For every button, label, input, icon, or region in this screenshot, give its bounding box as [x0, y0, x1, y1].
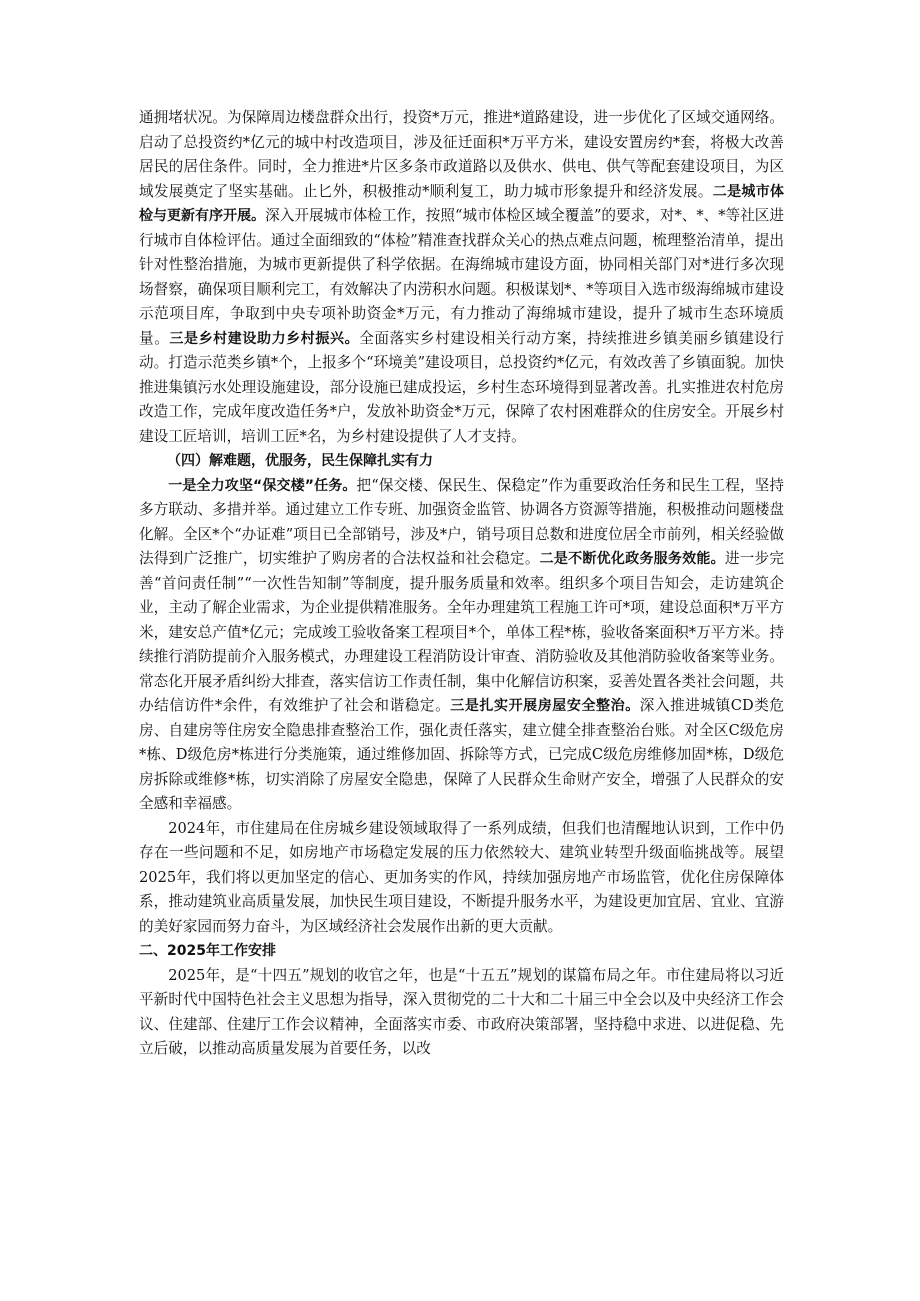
body-paragraph: [139, 106, 784, 449]
paragraph-text: 2024年，市住建局在住房城乡建设领域取得了一系列成绩，但我们也清醒地认识到，工作中仍存在一些问题和不足，如房地产市场稳定发展的压力依然较大、建筑业转型升级面临挑战等。展望2025年，我们将以更加坚定的信心、更加务实的作风，持续加强房地产市场监管，优化住房保障体系，推动建筑业高质量发展，加快民生项目建设，不断提升服务水平，为建设更加宜居、宜业、宜游的美好家园而努力奋斗，为区域经济社会发展作出新的更大贡献。: [139, 819, 784, 935]
bold-lead-text: （四）解难题，优服务，民生保障扎实有力: [167, 453, 433, 469]
bold-lead-text: 二、2025年工作安排: [139, 943, 276, 959]
body-paragraph: [139, 474, 784, 817]
bold-lead-text: 二是不断优化政务服务效能。: [539, 551, 725, 567]
paragraph-text: 进一步完善“首问责任制”“一次性告知制”等制度，提升服务质量和效率。组织多个项目告知会，走访建筑企业，主动了解企业需求，为企业提供精准服务。全年办理建筑工程施工许可*项，建设总面积*万平方米，建安总产值*亿元；完成竣工验收备案工程项目*个，单体工程*栋，验收备案面积*万平方米。持续推行消防提前介入服务模式，办理建设工程消防设计审查、消防验收及其他消防验收备案等业务。常态化开展矛盾纠纷大排查，落实信访工作责任制，集中化解信访积案，妥善处置各类社会问题，共办结信访件*余件，有效维护了社会和谐稳定。: [139, 550, 784, 714]
section-heading: [139, 449, 784, 474]
bold-lead-text: 三是乡村建设助力乡村振兴。: [169, 330, 360, 347]
body-paragraph: [139, 817, 784, 940]
body-paragraph: [139, 964, 784, 1062]
paragraph-text: 深入推进城镇CD类危房、自建房等住房安全隐患排查整治工作，强化责任落实，建立健全排查整治台账。对全区C级危房*栋、D级危房*栋进行分类施策，通过维修加固、拆除等方式，已完成C级危房维修加固*栋，D级危房拆除或维修*栋，切实消除了房屋安全隐患，保障了人民群众生命财产安全，增强了人民群众的安全感和幸福感。: [139, 697, 785, 812]
paragraph-text: 全面落实乡村建设相关行动方案，持续推进乡镇美丽乡镇建设行动。打造示范类乡镇*个，上报多个“环境美”建设项目，总投资约*亿元，有效改善了乡镇面貌。加快推进集镇污水处理设施建设，部分设施已建成投运，乡村生态环境得到显著改善。扎实推进农村危房改造工作，完成年度改造任务*户，发放补助资金*万元，保障了农村困难群众的住房安全。开展乡村建设工匠培训，培训工匠*名，为乡村建设提供了人才支持。: [139, 329, 784, 445]
document-body: [139, 106, 784, 1062]
paragraph-text: 深入开展城市体检工作，按照“城市体检区域全覆盖”的要求，对*、*、*等社区进行城市自体检评估。通过全面细致的“体检”精准查找群众关心的热点难点问题，梳理整治清单，提出针对性整治措施，为城市更新提供了科学依据。在海绵城市建设方面，协同相关部门对*进行多次现场督察，确保项目顺利完工，有效解决了内涝积水问题。积极谋划*、*等项目入选市级海绵城市建设示范项目库，争取到中央专项补助资金*万元，有力推动了海绵城市建设，提升了城市生态环境质量。: [139, 207, 784, 347]
section-heading: [139, 939, 784, 964]
bold-lead-text: 一是全力攻坚“保交楼”任务。: [168, 477, 357, 494]
paragraph-text: 把“保交楼、保民生、保稳定”作为重要政治任务和民生工程，坚持多方联动、多措并举。通过建立工作专班、加强资金监管、协调各方资源等措施，积极推动问题楼盘化解。全区*个“办证难”项目已全部销号，涉及*户，销号项目总数和进度位居全市前列，相关经验做法得到广泛推广，切实维护了购房者的合法权益和社会稳定。: [139, 476, 784, 567]
bold-lead-text: 三是扎实开展房屋安全整治。: [450, 698, 640, 714]
bold-lead-text: 二是城市体检与更新有序开展。: [139, 183, 785, 224]
paragraph-text: 2025年，是“十四五”规划的收官之年，也是“十五五”规划的谋篇布局之年。市住建局将以习近平新时代中国特色社会主义思想为指导，深入贯彻党的二十大和二十届三中全会以及中央经济工作会议、住建部、住建厅工作会议精神，全面落实市委、市政府决策部署，坚持稳中求进、以进促稳、先立后破，以推动高质量发展为首要任务，以改: [139, 966, 784, 1057]
paragraph-text: 通拥堵状况。为保障周边楼盘群众出行，投资*万元，推进*道路建设，进一步优化了区域交通网络。启动了总投资约*亿元的城中村改造项目，涉及征迁面积*万平方米，建设安置房约*套，将极大改善居民的居住条件。同时，全力推进*片区多条市政道路以及供水、供电、供气等配套建设项目，为区域发展奠定了坚实基础。止匕外，积极推动*顺利复工，助力城市形象提升和经济发展。: [139, 109, 784, 200]
